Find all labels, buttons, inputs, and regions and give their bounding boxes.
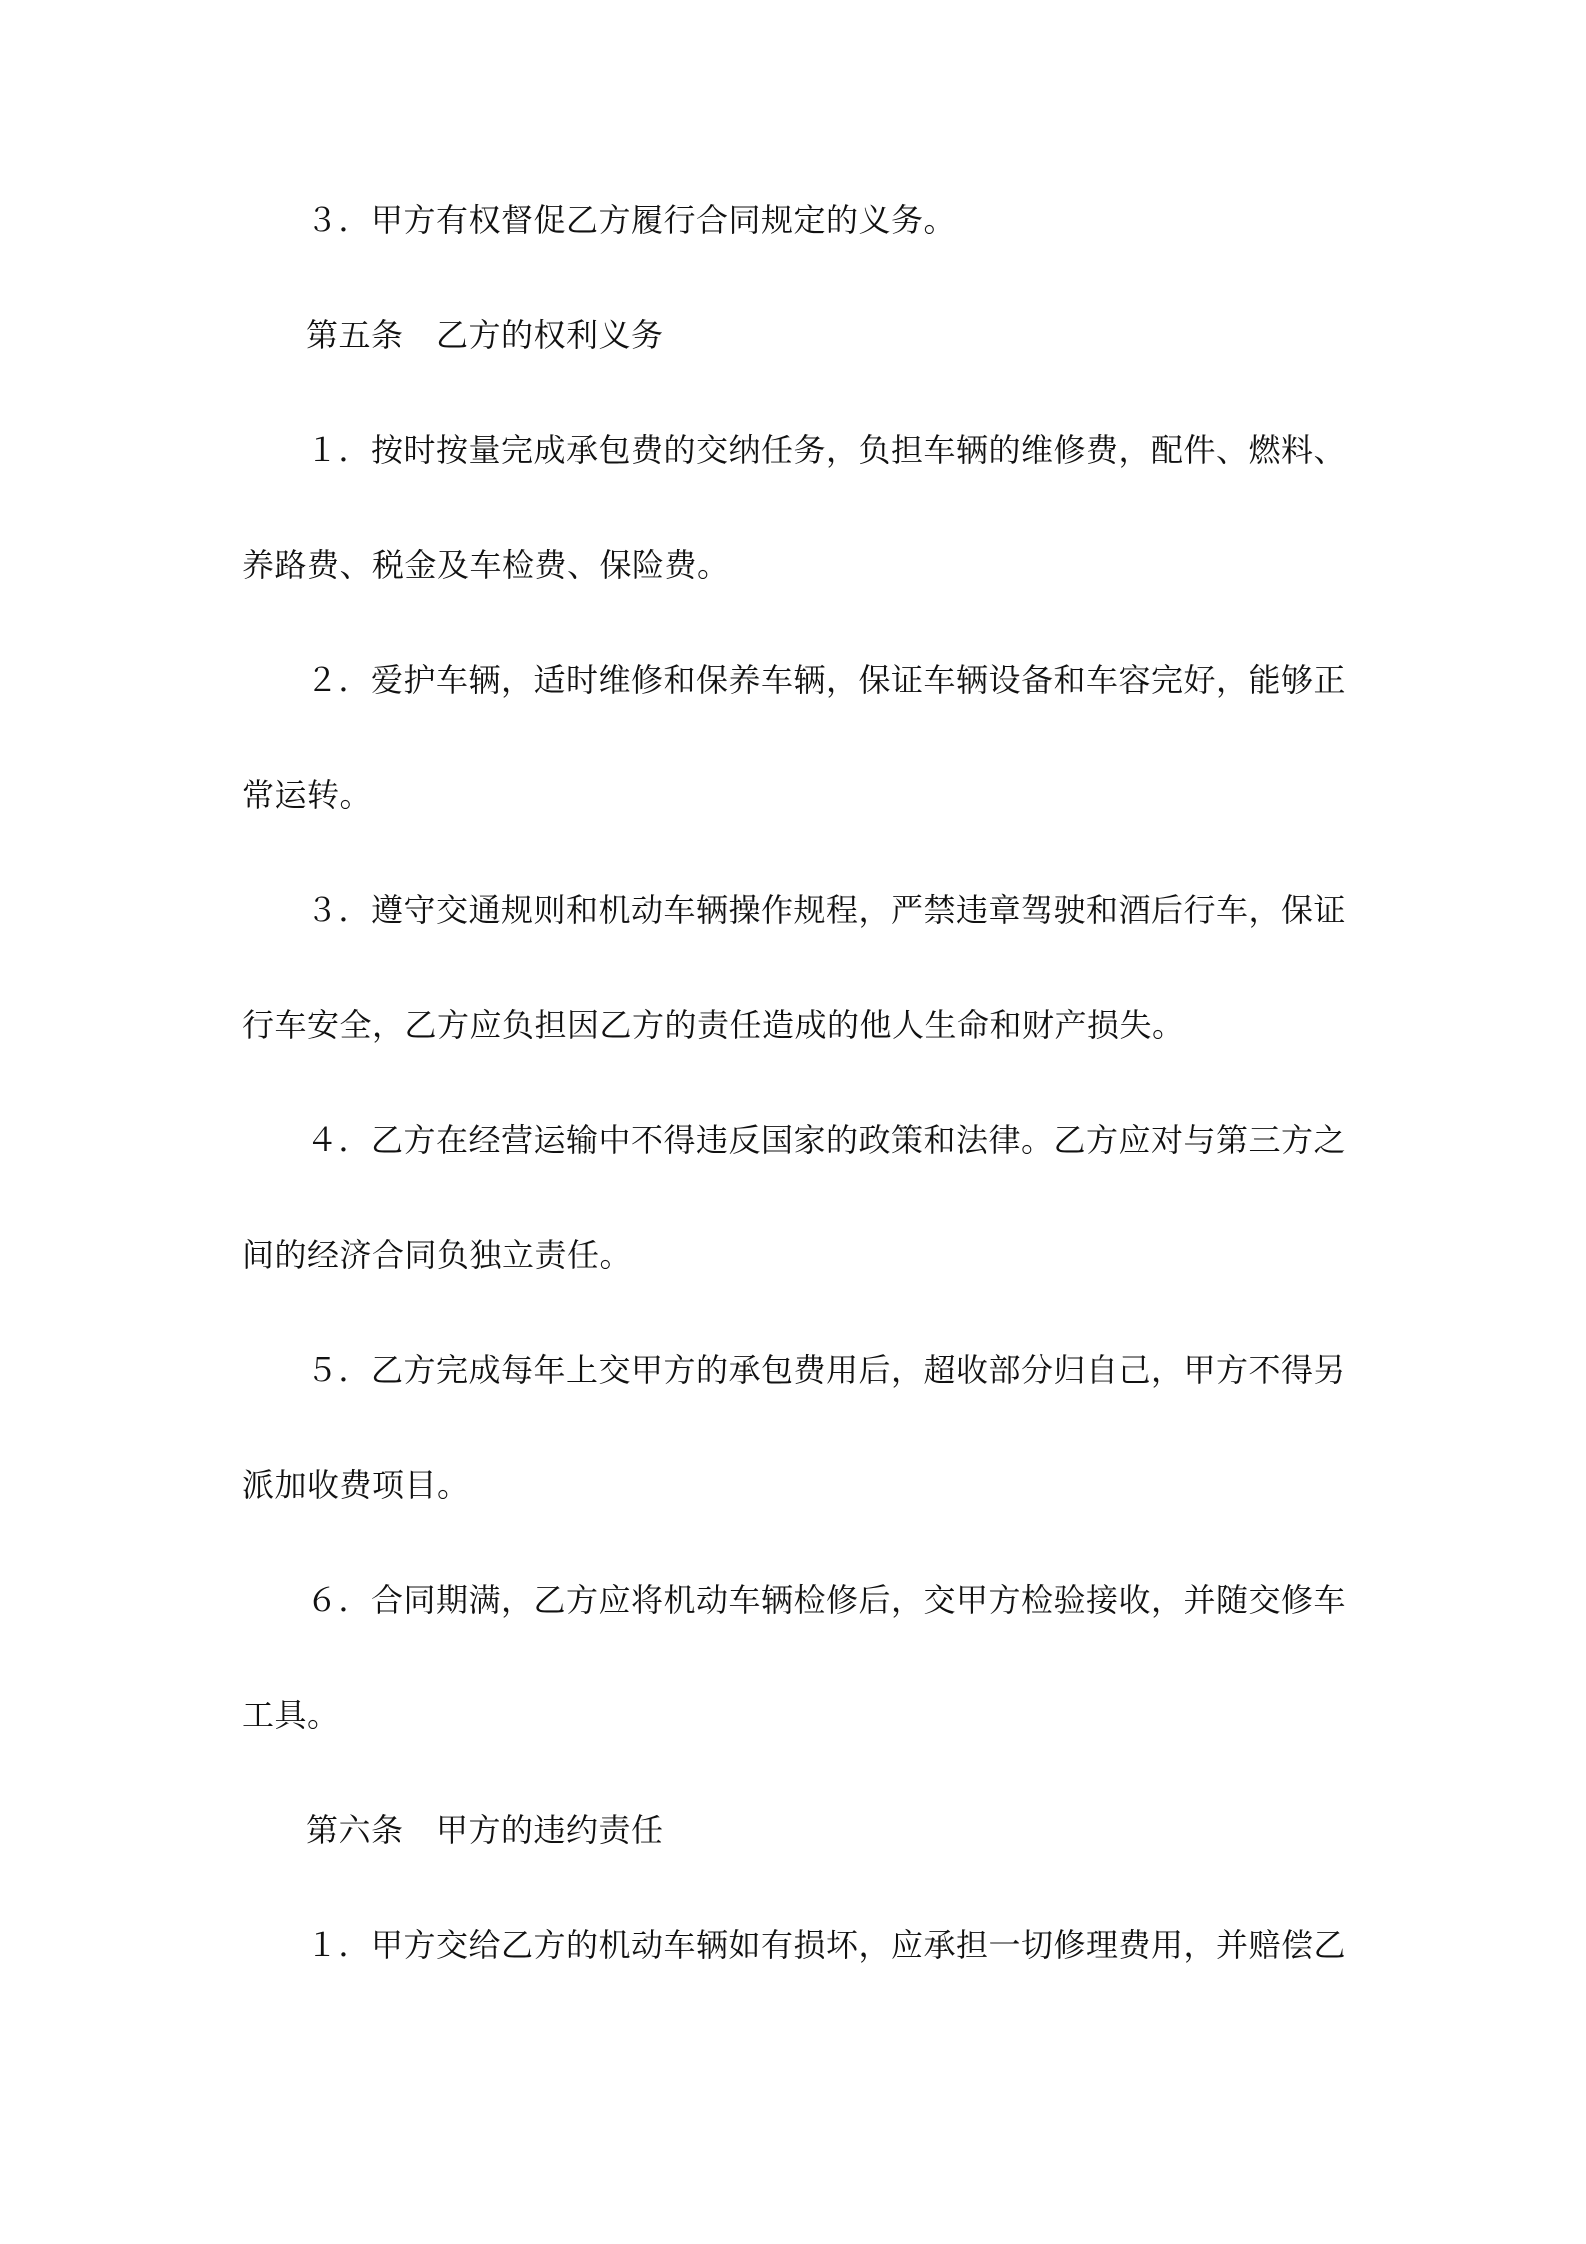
article-5-item-6-line-1: ６．合同期满，乙方应将机动车辆检修后，交甲方检验接收，并随交修车: [306, 1581, 1347, 1619]
article-5-item-4-line-1: ４．乙方在经营运输中不得违反国家的政策和法律。乙方应对与第三方之: [306, 1121, 1347, 1159]
article-5-item-2-line-1: ２．爱护车辆，适时维修和保养车辆，保证车辆设备和车容完好，能够正: [306, 661, 1347, 699]
article-6-item-1-line-1: １．甲方交给乙方的机动车辆如有损坏，应承担一切修理费用，并赔偿乙: [306, 1926, 1347, 1964]
article-5-item-4-line-2: 间的经济合同负独立责任。: [242, 1236, 633, 1274]
article-5-item-6-line-2: 工具。: [242, 1696, 340, 1734]
article-5-item-1-line-1: １．按时按量完成承包费的交纳任务，负担车辆的维修费，配件、燃料、: [306, 431, 1347, 469]
article-5-item-1-line-2: 养路费、税金及车检费、保险费。: [242, 546, 730, 584]
article-5-item-2-line-2: 常运转。: [242, 776, 373, 814]
article-5-heading: 第五条 乙方的权利义务: [306, 316, 664, 354]
clause-4-item-3: ３．甲方有权督促乙方履行合同规定的义务。: [306, 201, 957, 239]
article-6-heading: 第六条 甲方的违约责任: [306, 1811, 664, 1849]
article-5-item-3-line-1: ３．遵守交通规则和机动车辆操作规程，严禁违章驾驶和酒后行车，保证: [306, 891, 1347, 929]
article-5-item-5-line-2: 派加收费项目。: [242, 1466, 470, 1504]
article-5-item-5-line-1: ５．乙方完成每年上交甲方的承包费用后，超收部分归自己，甲方不得另: [306, 1351, 1347, 1389]
article-5-item-3-line-2: 行车安全，乙方应负担因乙方的责任造成的他人生命和财产损失。: [242, 1006, 1185, 1044]
